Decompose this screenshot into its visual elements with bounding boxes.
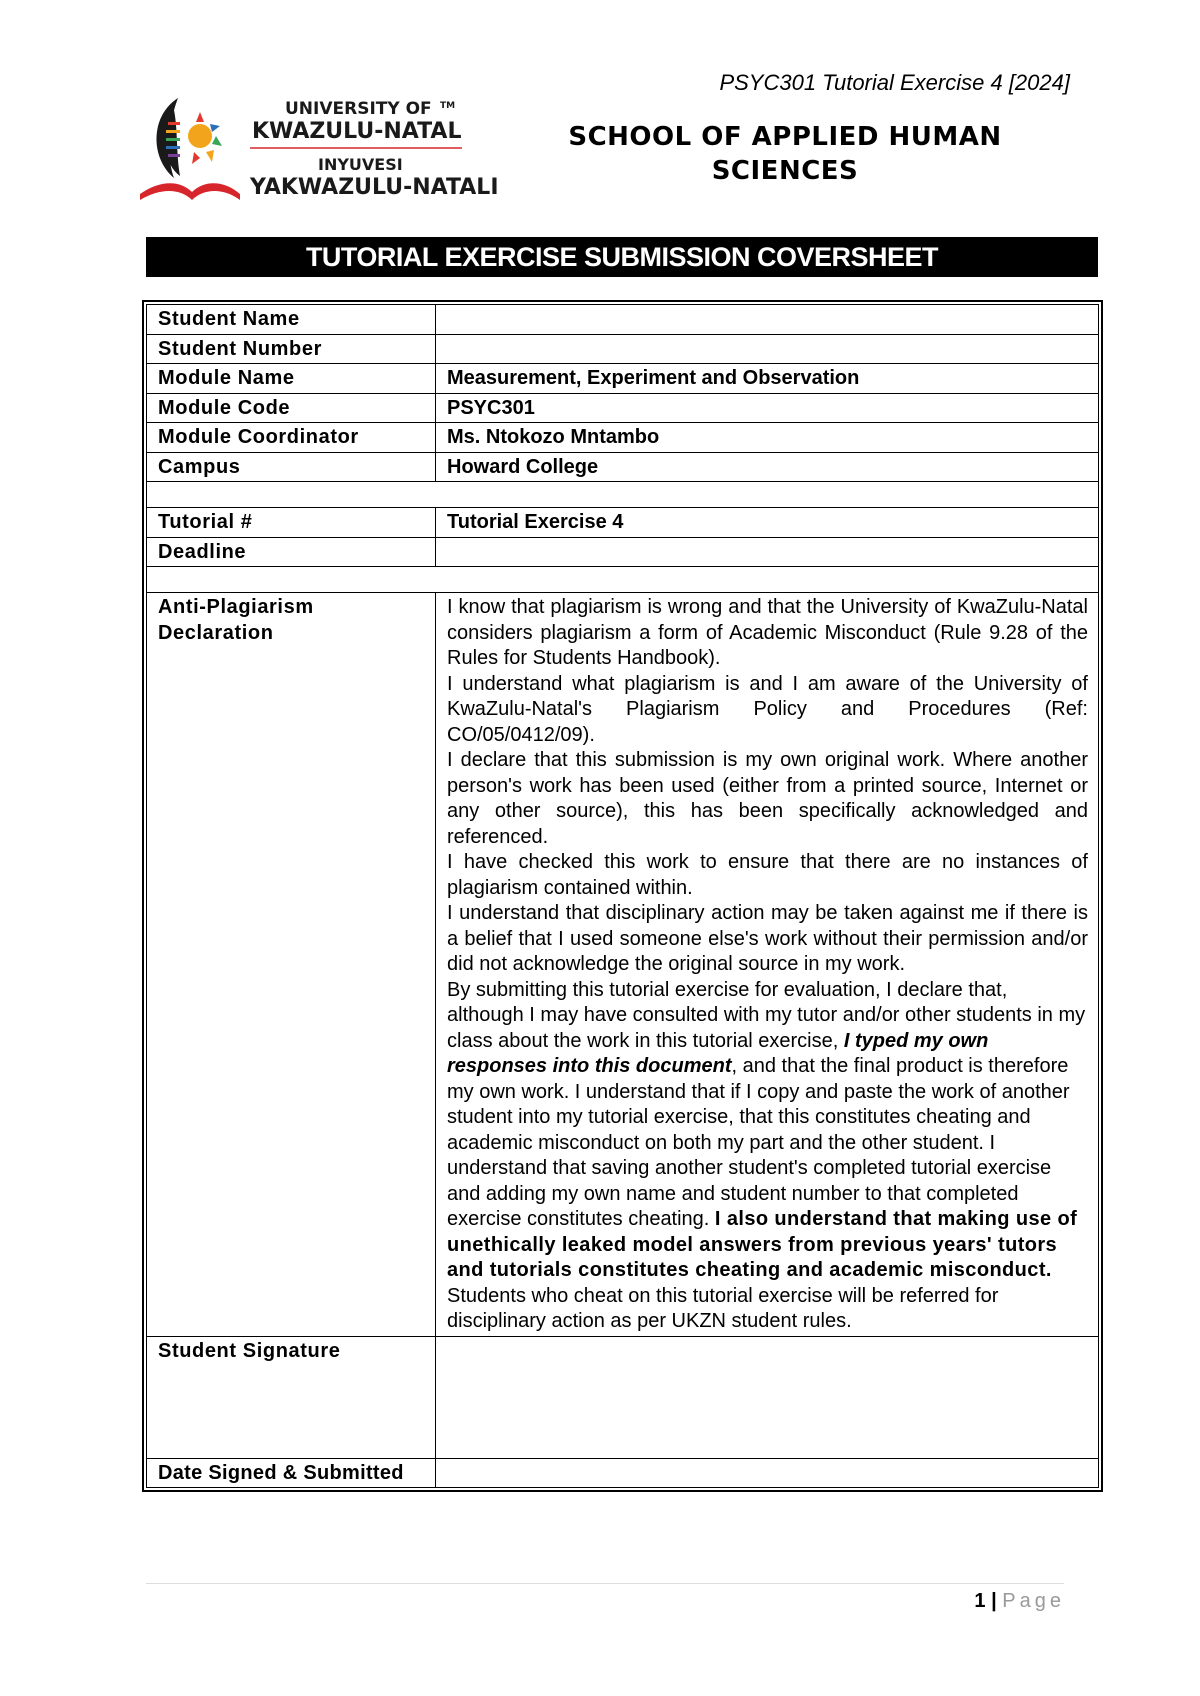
footer-divider [146, 1583, 1064, 1584]
student-name-label: Student Name [147, 305, 436, 335]
spacer-row [147, 567, 1099, 593]
module-coordinator-value: Ms. Ntokozo Mntambo [436, 423, 1099, 453]
table-row [147, 508, 1099, 538]
declaration-label [147, 593, 436, 1337]
university-logo [140, 96, 510, 214]
table-row [147, 452, 1099, 482]
student-name-field[interactable] [436, 305, 1099, 335]
table-row [147, 305, 1099, 335]
declaration-text-mid: , and that the final product is therefore my own work. I understand that if I copy and paste the work of another student into my tutorial exercise, that this constitutes cheating and academic misconduct on both my part and the other student. I understand that saving another student's completed tutorial exercise and adding my own name and student number to that completed exercise constitutes cheating. [447, 1055, 1070, 1230]
declaration-paragraph: I know that plagiarism is wrong and that the University of KwaZulu-Natal considers plagiarism a form of Academic Misconduct (Rule 9.28 of the Rules for Students Handbook). [447, 596, 1088, 669]
declaration-label-line-1: Anti-Plagiarism [158, 596, 314, 618]
module-code-label: Module Code [147, 393, 436, 423]
page-separator: | [991, 1590, 997, 1612]
coversheet-form [146, 304, 1099, 1488]
student-number-label: Student Number [147, 334, 436, 364]
deadline-field[interactable] [436, 537, 1099, 567]
tutorial-value: Tutorial Exercise 4 [436, 508, 1099, 538]
declaration-paragraph: I understand that disciplinary action may be taken against me if there is a belief that I used someone else's work without their permission and/or did not acknowledge the original source in my work. [447, 902, 1088, 975]
logo-line-3: INYUVESI [318, 155, 403, 174]
page-word: Page [1002, 1590, 1065, 1612]
student-signature-field[interactable] [436, 1336, 1099, 1458]
deadline-label: Deadline [147, 537, 436, 567]
table-row [147, 393, 1099, 423]
ukzn-emblem-icon [140, 98, 240, 200]
school-name: SCHOOL OF APPLIED HUMAN SCIENCES [568, 122, 1002, 186]
logo-line-4: YAKWAZULU-NATALI [250, 175, 499, 200]
date-signed-field[interactable] [436, 1458, 1099, 1488]
declaration-text-end: Students who cheat on this tutorial exercise will be referred for disciplinary action as per UKZN student rules. [447, 1284, 999, 1332]
student-signature-label: Student Signature [147, 1336, 436, 1458]
declaration-paragraph: I understand what plagiarism is and I am aware of the University of KwaZulu-Natal's Plagiarism Policy and Procedures (Ref: CO/05/0412/09). [447, 672, 1088, 746]
table-row [147, 537, 1099, 567]
logo-line-2: KWAZULU-NATAL [252, 119, 462, 144]
table-row [147, 1458, 1099, 1488]
campus-value: Howard College [436, 452, 1099, 482]
table-row [147, 423, 1099, 453]
module-name-value: Measurement, Experiment and Observation [436, 364, 1099, 394]
document-title: TUTORIAL EXERCISE SUBMISSION COVERSHEET [146, 237, 1098, 277]
date-signed-label: Date Signed & Submitted [147, 1458, 436, 1488]
declaration-row [147, 593, 1099, 1337]
declaration-text [436, 593, 1099, 1337]
declaration-paragraph: I declare that this submission is my own original work. Where another person's work has been used (either from a printed source, Internet or any other source), this has been specifically acknowledged and referenced. [447, 749, 1088, 848]
page-number: 1 [974, 1590, 986, 1612]
logo-trademark: TM [440, 101, 456, 111]
course-reference: PSYC301 Tutorial Exercise 4 [2024] [719, 70, 1070, 95]
spacer-cell [147, 482, 1099, 508]
table-row [147, 334, 1099, 364]
spacer-cell [147, 567, 1099, 593]
logo-line-1: UNIVERSITY OF [285, 99, 432, 119]
declaration-label-line-2: Declaration [158, 621, 274, 644]
page-footer [700, 1590, 1065, 1613]
table-row [147, 364, 1099, 394]
spacer-row [147, 482, 1099, 508]
module-coordinator-label: Module Coordinator [147, 423, 436, 453]
student-number-field[interactable] [436, 334, 1099, 364]
declaration-text-start: By submitting this tutorial exercise for evaluation, I declare that, although I may have consulted with my tutor and/or other students in my class about the work in this tutorial exercise, [447, 978, 1086, 1052]
module-code-value: PSYC301 [436, 393, 1099, 423]
declaration-bold-statement: I also understand that making use of unethically leaked model answers from previous years' tutors and tutorials constitutes cheating and academic misconduct. [447, 1208, 1078, 1281]
declaration-emphasis: I typed my own responses into this document [447, 1029, 989, 1077]
module-name-label: Module Name [147, 364, 436, 394]
table-row [147, 1336, 1099, 1458]
tutorial-label: Tutorial # [147, 508, 436, 538]
declaration-paragraph: I have checked this work to ensure that there are no instances of plagiarism contained within. [447, 851, 1088, 899]
declaration-paragraph-final [447, 978, 1088, 1335]
campus-label: Campus [147, 452, 436, 482]
